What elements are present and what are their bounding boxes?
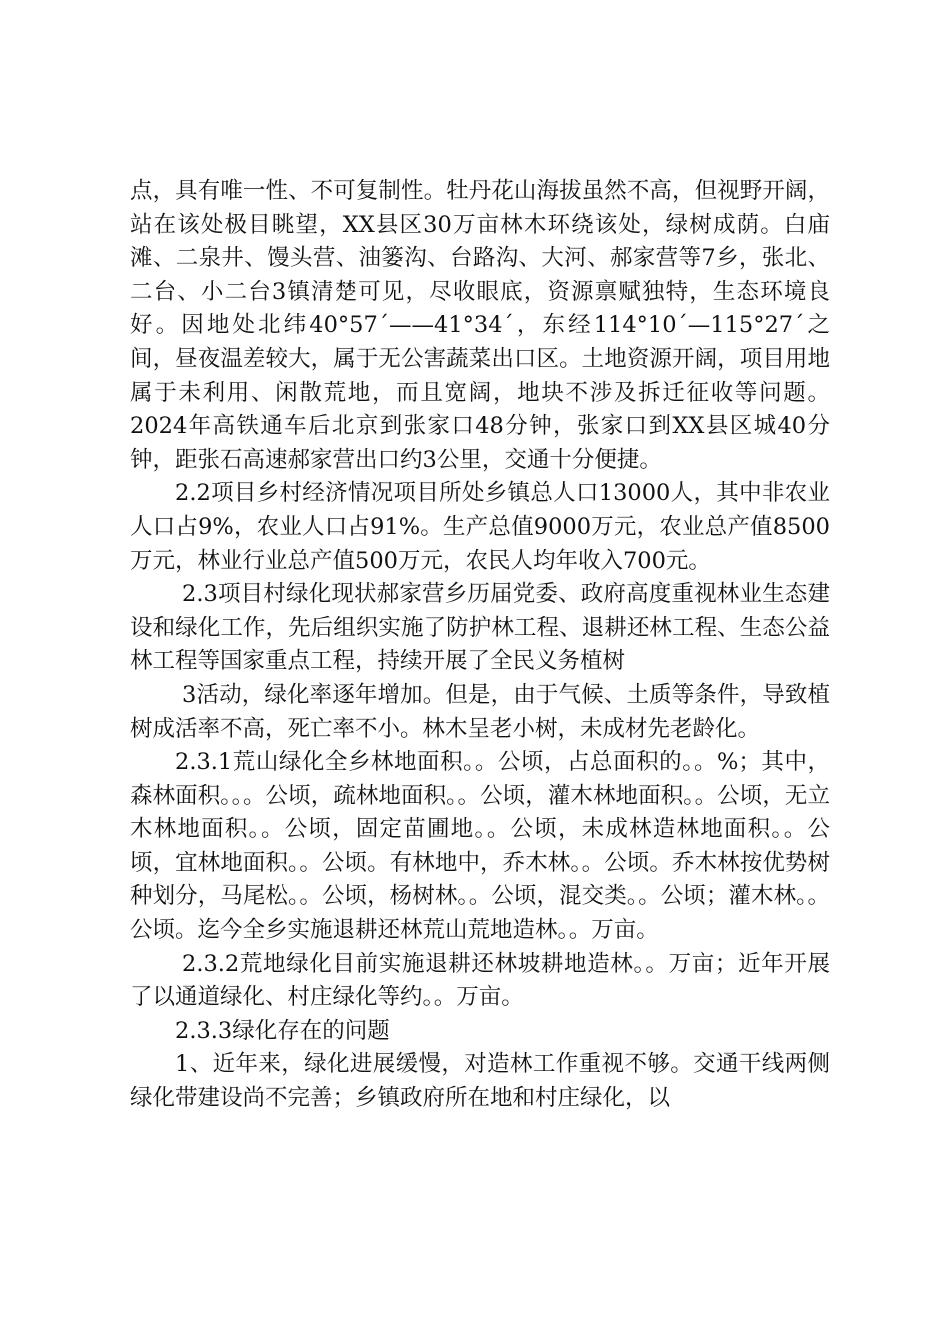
- paragraph-problem-one: 1、近年来，绿化进展缓慢，对造林工作重视不够。交通干线两侧绿化带建设尚不完善；乡镇政府所在地和村庄绿化，以: [130, 1051, 830, 1112]
- document-body: [130, 175, 830, 1116]
- paragraph-wasteland-greening: 2.3.2荒地绿化目前实施退耕还林坡耕地造林。。万亩；近年开展了以通道绿化、村庄绿化等约。。万亩。: [130, 950, 830, 1011]
- paragraph-problems-heading: 2.3.3绿化存在的问题: [175, 1017, 390, 1044]
- paragraph-location-description: 点，具有唯一性、不可复制性。牡丹花山海拔虽然不高，但视野开阔，站在该处极目眺望，XX县区30万亩林木环绕该处，绿树成荫。白庙滩、二泉井、馒头营、油篓沟、台路沟、大河、郝家营等7乡，张北、二台、小二台3镇清楚可见，尽收眼底，资源禀赋独特，生态环境良好。因地处北纬40°57´——41°34´，东经114°10´—115°27´之间，昼夜温差较大，属于无公害蔬菜出口区。土地资源开阔，项目用地属于未利用、闲散荒地，而且宽阔，地块不涉及拆迁征收等问题。2024年高铁通车后北京到张家口48分钟，张家口到XX县区城40分钟，距张石高速郝家营出口约3公里，交通十分便捷。: [130, 178, 830, 473]
- paragraph-barren-hill-greening: 2.3.1荒山绿化全乡林地面积。。公顷，占总面积的。。%；其中，森林面积。。。公顷，疏林地面积。。公顷，灌木林地面积。。公顷，无立木林地面积。。公顷，固定苗圃地。。公顷，未成林造林地面积。。公顷，宜林地面积。。公顷。有林地中，乔木林。。公顷。乔木林按优势树种划分，马尾松。。公顷，杨树林。。公顷，混交类。。公顷；灌木林。。公顷。迄今全乡实施退耕还林荒山荒地造林。。万亩。: [130, 749, 830, 944]
- paragraph-greening-status: 2.3项目村绿化现状郝家营乡历届党委、政府高度重视林业生态建设和绿化工作，先后组织实施了防护林工程、退耕还林工程、生态公益林工程等国家重点工程，持续开展了全民义务植树: [130, 581, 830, 675]
- paragraph-rural-economy: 2.2项目乡村经济情况项目所处乡镇总人口13000人，其中非农业人口占9%，农业人口占91%。生产总值9000万元，农业总产值8500万元，林业行业总产值500万元，农民人均年收入700元。: [130, 480, 830, 574]
- paragraph-greening-activity: 3活动，绿化率逐年增加。但是，由于气候、土质等条件，导致植树成活率不高，死亡率不小。林木呈老小树，未成材先老龄化。: [130, 681, 830, 742]
